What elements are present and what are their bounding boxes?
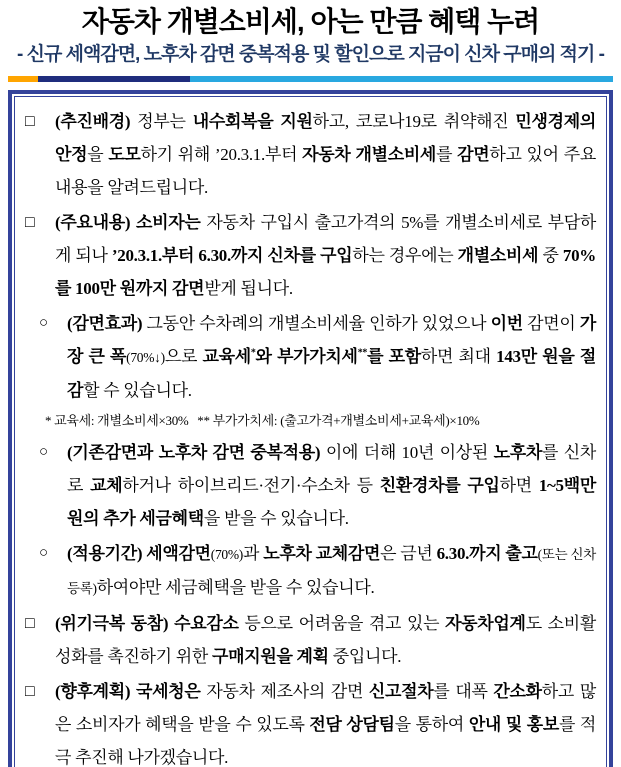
paragraph-text xyxy=(55,105,596,204)
text-run: 를 적극 추진해 나가겠습니다. xyxy=(55,715,597,767)
paragraph-text xyxy=(67,307,596,407)
text-run: 하여야만 세금혜택을 받을 수 있습니다. xyxy=(96,578,375,597)
divider-segment-navy xyxy=(38,76,190,82)
content-box xyxy=(8,90,613,767)
text-run: 이번 xyxy=(490,314,523,333)
text-run: (기존감면과 노후차 감면 중복적용) xyxy=(67,443,321,462)
text-run: (위기극복 동참) 수요감소 xyxy=(55,614,239,633)
text-run: 도 소비활성화를 촉진하기 위한 xyxy=(55,614,596,666)
superscript-marker: ** xyxy=(357,347,368,359)
square-bullet-icon: □ xyxy=(25,615,35,632)
square-bullet-icon: □ xyxy=(25,214,35,231)
text-run: 출고 xyxy=(505,544,538,563)
square-bullet-icon: □ xyxy=(25,113,35,130)
text-run: 하면 xyxy=(499,476,539,495)
paragraph-text xyxy=(67,436,596,535)
text-run: 을 받을 수 있습니다. xyxy=(203,509,349,528)
text-run: 감면이 xyxy=(522,314,580,333)
text-run: 그동안 수차례의 개별소비세율 인하가 있었으나 xyxy=(142,314,491,333)
text-run: 이에 더해 10년 이상된 xyxy=(320,443,494,462)
text-run: 를 xyxy=(367,347,389,366)
paragraph-application-period xyxy=(39,537,596,605)
text-run: 노후차 xyxy=(493,443,543,462)
text-run: 신고절차 xyxy=(368,682,434,701)
paragraph-crisis-participation xyxy=(25,607,596,673)
text-run: (향후계획) 국세청은 xyxy=(55,682,201,701)
text-run: 자동차 구입시 출고가격의 5%를 개별소비세로 부담하게 되나 xyxy=(55,213,596,265)
text-run: 6.30.까지 xyxy=(436,544,502,563)
text-run: 등으로 어려움을 겪고 있는 xyxy=(238,614,446,633)
paragraph-text xyxy=(55,206,596,305)
text-run: 을 통하여 xyxy=(394,715,469,734)
text-run: 하고, 코로나19로 취약해진 xyxy=(312,112,516,131)
text-run: 와 xyxy=(255,347,278,366)
text-run: 안내 및 홍보 xyxy=(468,715,559,734)
paragraph-future-plan xyxy=(25,675,596,767)
text-run: 과 xyxy=(243,544,264,563)
text-run: 노후차 교체감면 xyxy=(263,544,381,563)
paragraph-background xyxy=(25,105,596,204)
text-run: ’20.3.1.부터 6.30.까지 신차를 구입 xyxy=(111,246,353,265)
text-run: 를 대폭 xyxy=(433,682,494,701)
page-title: 자동차 개별소비세, 아는 만큼 혜택 누려 xyxy=(81,6,540,37)
text-run: 전담 상담팀 xyxy=(309,715,395,734)
text-run: 자동차 개별소비세 xyxy=(302,145,437,164)
circle-bullet-icon: ○ xyxy=(39,444,48,460)
text-run: 하기 위해 ’20.3.1.부터 xyxy=(140,145,303,164)
text-run: 1~5백만 원의 추가 세금혜택 xyxy=(67,476,596,528)
text-run: 자동차 제조사의 감면 xyxy=(200,682,369,701)
document-page xyxy=(0,4,621,767)
text-run: 를 신차로 xyxy=(67,443,596,495)
text-run: 부가가치세 xyxy=(277,347,358,366)
text-run: (또는 신차등록) xyxy=(67,547,597,596)
text-run: * 교육세: 개별소비세×30% ** 부가가치세: (출고가격+개별소비세+교육세)×10% xyxy=(45,413,480,428)
paragraph-text xyxy=(67,537,596,605)
text-run: 정부는 xyxy=(137,112,193,131)
text-run: 하거나 하이브리드·전기·수소차 등 xyxy=(122,476,380,495)
text-run: (70%↓) xyxy=(126,350,165,365)
paragraph-text xyxy=(55,675,596,767)
text-run: 교체 xyxy=(90,476,123,495)
text-run: 를 xyxy=(436,145,458,164)
text-run: 구매지원을 계획 xyxy=(211,647,329,666)
paragraph-overlapping-reduction xyxy=(39,436,596,535)
text-run: 자동차업계 xyxy=(445,614,526,633)
paragraph-reduction-effect xyxy=(39,307,596,407)
text-run: 친환경차를 구입 xyxy=(379,476,500,495)
text-run: 가장 큰 폭 xyxy=(67,314,596,366)
text-run: 도모 xyxy=(108,145,141,164)
text-run: (70%) xyxy=(210,547,244,562)
text-run: 교육세 xyxy=(202,347,251,366)
text-run: 민생경제의 안정 xyxy=(55,112,597,164)
divider-bar xyxy=(8,76,613,82)
text-run: 하고 있어 주요내용을 알려드립니다. xyxy=(55,145,596,197)
text-run: 70%를 100만 원까지 감면 xyxy=(55,246,596,298)
text-run: (감면효과) xyxy=(67,314,143,333)
text-run: 하고 많은 소비자가 혜택을 받을 수 있도록 xyxy=(55,682,596,734)
text-run: 을 xyxy=(87,145,109,164)
text-run: 내수회복을 지원 xyxy=(192,112,313,131)
text-run: (추진배경) xyxy=(55,112,138,131)
text-run: 중 xyxy=(538,246,563,265)
text-run: 감면 xyxy=(457,145,490,164)
paragraph-main-content xyxy=(25,206,596,305)
text-run: 개별소비세 xyxy=(457,246,539,265)
text-run: (주요내용) 소비자는 xyxy=(55,213,201,232)
text-run: 하는 경우에는 xyxy=(352,246,458,265)
text-run: 143만 원을 절감 xyxy=(67,347,596,400)
text-run: 할 수 있습니다. xyxy=(83,381,192,400)
page-subtitle: - 신규 세액감면, 노후차 감면 중복적용 및 할인으로 지금이 신차 구매의 적기 - xyxy=(17,44,604,65)
text-run: 하면 최대 xyxy=(420,347,497,366)
square-bullet-icon: □ xyxy=(25,683,35,700)
text-run: 간소화 xyxy=(493,682,542,701)
text-run: 으로 xyxy=(164,347,203,366)
text-run: 받게 됩니다. xyxy=(204,279,293,298)
text-run: 은 금년 xyxy=(380,544,437,563)
content-box-inner xyxy=(14,96,607,767)
circle-bullet-icon: ○ xyxy=(39,545,48,561)
superscript-marker: * xyxy=(250,347,256,359)
text-run: 포함 xyxy=(388,347,421,366)
text-run: 중입니다. xyxy=(328,647,402,666)
divider-segment-blue xyxy=(190,76,613,82)
circle-bullet-icon: ○ xyxy=(39,315,48,331)
text-run: (적용기간) 세액감면 xyxy=(67,544,211,563)
divider-segment-orange xyxy=(8,76,38,82)
footnote xyxy=(45,407,596,434)
paragraph-text xyxy=(55,607,596,673)
